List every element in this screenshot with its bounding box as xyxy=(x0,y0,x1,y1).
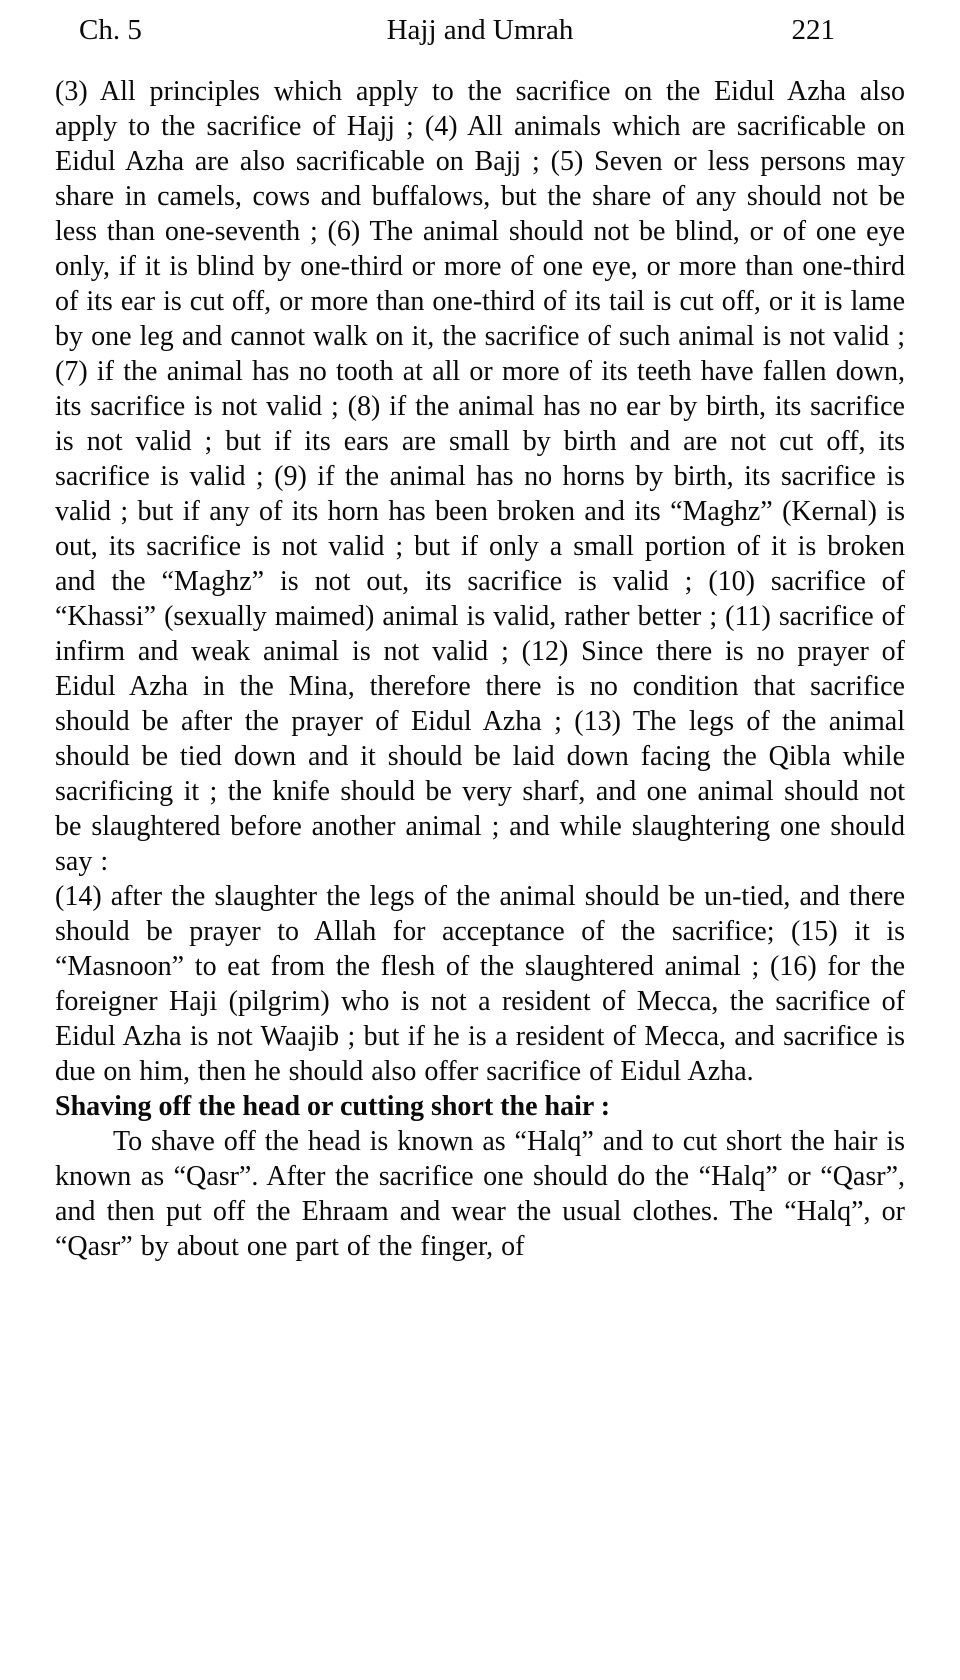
body-paragraph-2: (14) after the slaughter the legs of the animal should be un-tied, and there should be prayer to Allah for acceptance of the sacrifice; (15) it is “Masnoon” to eat from the flesh of the slaughtered animal ; (16) for the foreigner Haji (pilgrim) who is not a resident of Mecca, the sacrifice of Eidul Azha is not Waajib ; but if he is a resident of Mecca, and sacrifice is due on him, then he should also offer sacrifice of Eidul Azha. xyxy=(55,881,905,1087)
body-paragraph-3: To shave off the head is known as “Halq” and to cut short the hair is known as “Qasr”. After the sacrifice one should do the “Halq” or “Qasr”, and then put off the Ehraam and wear the usual clothes. The “Halq”, or “Qasr” by about one part of the finger, of xyxy=(55,1126,905,1262)
body-paragraph-1: (3) All principles which apply to the sacrifice on the Eidul Azha also apply to the sacrifice of Hajj ; (4) All animals which are sacrificable on Eidul Azha are also sacrificable on Bajj ; (5) Seven or less persons may share in camels, cows and buffalows, but the share of any should not be less than one-seventh ; (6) The animal should not be blind, or of one eye only, if it is blind by one-third or more of one eye, or more than one-third of its ear is cut off, or more than one-third of its tail is cut off, or it is lame by one leg and cannot walk on it, the sacrifice of such animal is not valid ; (7) if the animal has no tooth at all or more of its teeth have fallen down, its sacrifice is not valid ; (8) if the animal has no ear by birth, its sacrifice is not valid ; but if its ears are small by birth and are not cut off, its sacrifice is valid ; (9) if the animal has no horns by birth, its sacrifice is valid ; but if any of its horn has been broken and its “Maghz” (Kernal) is out, its sacrifice is not valid ; but if only a small portion of it is broken and the “Maghz” is not out, its sacrifice is valid ; (10) sacrifice of “Khassi” (sexually maimed) animal is valid, rather better ; (11) sacrifice of infirm and weak animal is not valid ; (12) Since there is no prayer of Eidul Azha in the Mina, therefore there is no condition that sacrifice should be after the prayer of Eidul Azha ; (13) The legs of the animal should be tied down and it should be laid down facing the Qibla while sacrificing it ; the knife should be very sharf, and one animal should not be slaughtered before another animal ; and while slaughtering one should say : xyxy=(55,76,905,877)
section-heading: Shaving off the head or cutting short the hair : xyxy=(55,1091,611,1122)
page-header xyxy=(55,12,905,48)
chapter-label: Ch. 5 xyxy=(79,14,142,46)
page-number: 221 xyxy=(791,14,835,46)
page-title: Hajj and Umrah xyxy=(386,14,574,46)
